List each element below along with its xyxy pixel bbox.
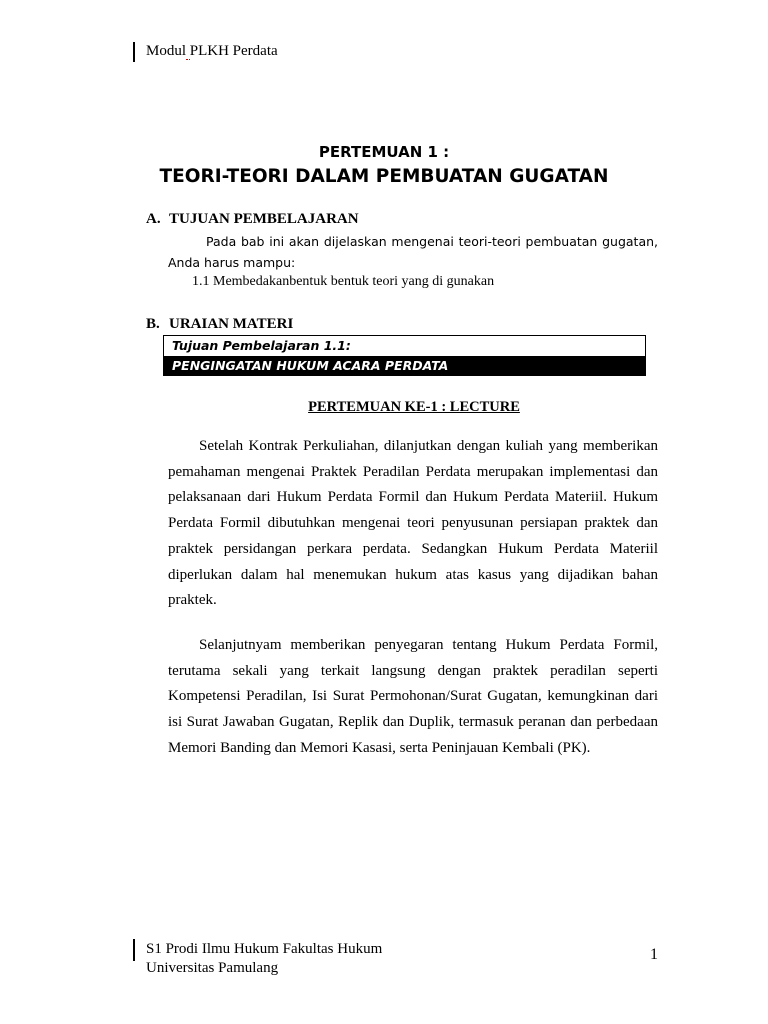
section-a-title: TUJUAN PEMBELAJARAN — [169, 211, 359, 227]
objective-title: PENGINGATAN HUKUM ACARA PERDATA — [164, 356, 645, 376]
header-rule — [133, 42, 135, 62]
section-a-letter: A. — [146, 211, 161, 227]
objective-label: Tujuan Pembelajaran 1.1: — [172, 338, 351, 353]
running-footer — [146, 940, 382, 978]
section-b-title: URAIAN MATERI — [169, 316, 294, 332]
section-a-intro-text: Pada bab ini akan dijelaskan mengenai teori-teori pembuatan gugatan, Anda harus mampu: — [168, 234, 658, 270]
header-title-pre: Modul — [146, 43, 187, 59]
chapter-title: TEORI-TEORI DALAM PEMBUATAN GUGATAN — [159, 166, 609, 187]
footer-line-2: Universitas Pamulang — [146, 960, 279, 976]
running-header — [146, 43, 278, 60]
footer-line-1: S1 Prodi Ilmu Hukum Fakultas Hukum — [146, 941, 383, 957]
header-title-post: PLKH Perdata — [189, 43, 278, 59]
paragraph-2 — [168, 633, 658, 762]
section-a-item: 1.1 Membedakanbentuk bentuk teori yang di gunakan — [192, 274, 495, 289]
section-b-letter: B. — [146, 316, 160, 332]
meeting-heading: PERTEMUAN 1 : — [318, 143, 450, 161]
page-number: 1 — [650, 946, 658, 963]
section-b-heading — [146, 316, 293, 333]
section-a-heading — [146, 211, 359, 228]
paragraph-2-text: Selanjutnyam memberikan penyegaran tentang Hukum Perdata Formil, terutama sekali yang terkait langsung dengan praktek peradilan seperti Kompetensi Peradilan, Isi Surat Permohonan/Surat Gugatan, kemungkinan dari isi Surat Jawaban Gugatan, Replik dan Duplik, termasuk peranan dan perbedaan Memori Banding dan Memori Kasasi, serta Peninjauan Kembali (PK). — [168, 637, 658, 756]
paragraph-1-text: Setelah Kontrak Perkuliahan, dilanjutkan dengan kuliah yang memberikan pemahaman mengenai Praktek Peradilan Perdata merupakan implementasi dan pelaksanaan dari Hukum Perdata Formil dan Hukum Perdata Materiil. Hukum Perdata Formil dibutuhkan mengenai teori penyusunan persiapan praktek dan praktek persidangan perkara perdata. Sedangkan Hukum Perdata Materiil diperlukan dalam hal menemukan hukum atas kasus yang dijadikan bahan praktek. — [168, 438, 658, 609]
footer-rule — [133, 939, 135, 961]
learning-objective-box — [163, 335, 646, 376]
paragraph-1 — [168, 434, 658, 614]
lecture-heading: PERTEMUAN KE-1 : LECTURE — [308, 399, 520, 415]
section-a-intro — [168, 231, 658, 273]
